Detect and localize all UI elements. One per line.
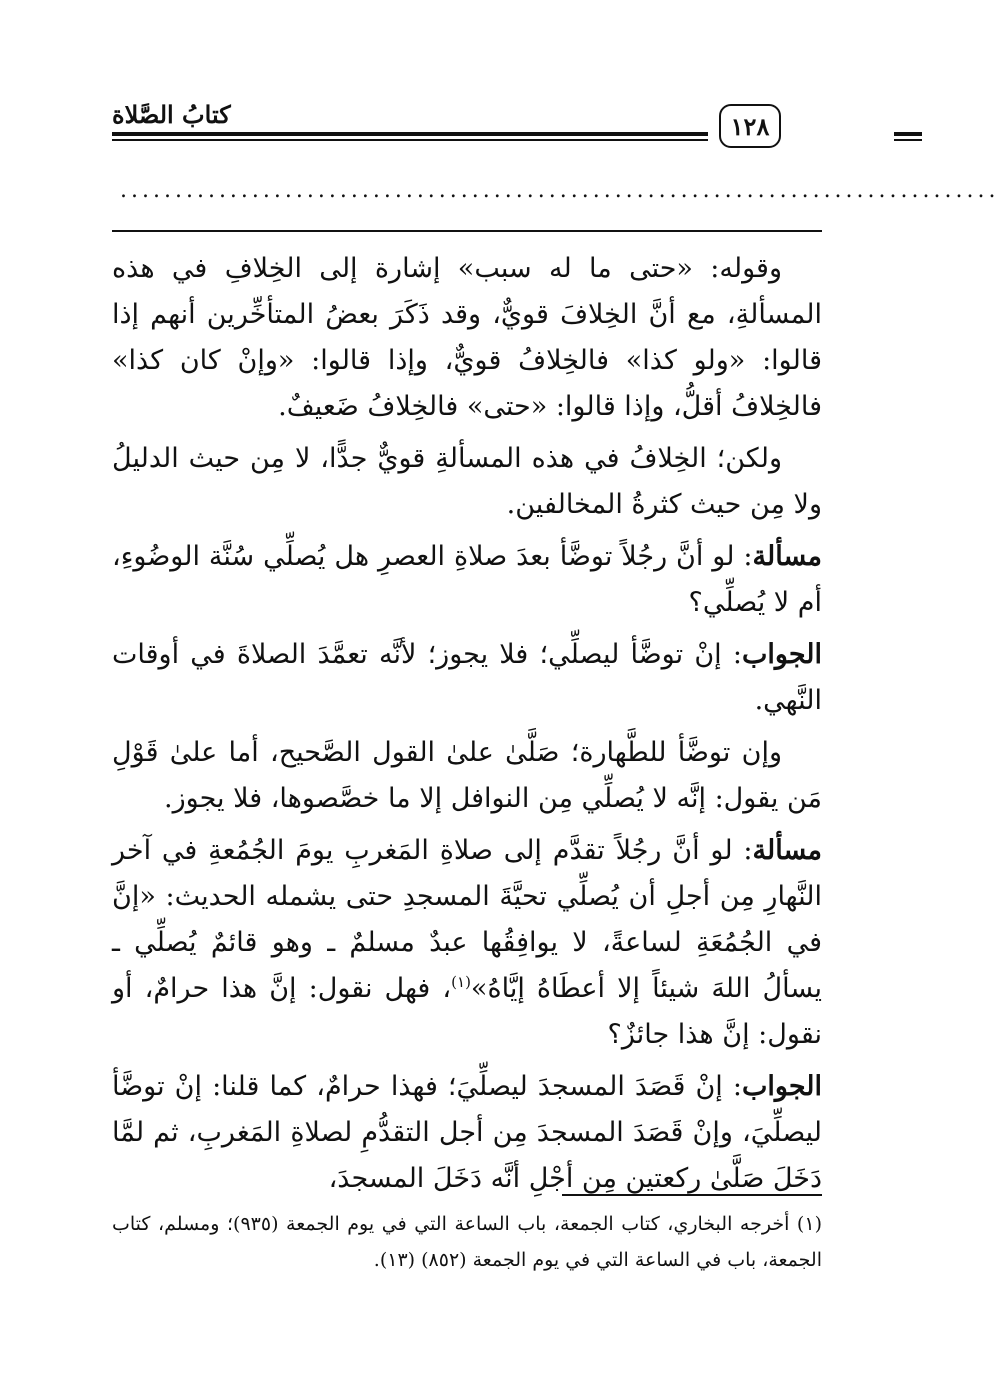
paragraph: ولكن؛ الخِلافُ في هذه المسألةِ قويٌّ جدًّا، لا مِن حيث الدليلُ ولا مِن حيث كثرةُ المخالفين. xyxy=(112,443,822,520)
page-number: ١٢٨ xyxy=(719,104,781,148)
book-title: كتابُ الصَّلاة xyxy=(112,100,231,129)
header-rule-right xyxy=(894,132,922,141)
paragraph xyxy=(112,632,822,724)
question-label: مسألة xyxy=(752,541,822,572)
paragraph xyxy=(112,534,822,626)
paragraph xyxy=(112,828,822,1058)
question-text: ، فهل نقول: إنَّ هذا حرامٌ، أو نقول: إنَّ هذا جائزٌ؟ xyxy=(112,973,822,1050)
separator-line xyxy=(112,230,822,232)
dotted-separator: ................................................................................ xyxy=(120,178,999,203)
paragraph xyxy=(112,1064,822,1202)
main-text xyxy=(112,246,822,1208)
answer-text: : إنْ قَصَدَ المسجدَ ليصلِّيَ؛ فهذا حرامٌ، كما قلنا: إنْ توضَّأ ليصلِّيَ، وإنْ قَصَدَ المسجدَ مِن أجل التقدُّمِ لصلاةِ المَغربِ، ثم لمَّا دَخَلَ صَلَّىٰ ركعتين مِن أجْلِ أنَّه دَخَلَ المسجدَ، xyxy=(112,1071,822,1194)
question-text: : لو أنَّ رجُلاً تقدَّم إلى صلاةِ المَغربِ يومَ الجُمُعةِ في آخر النَّهارِ مِن أجلِ أن يُصلِّي تحيَّةَ المسجدِ حتى يشمله الحديث: «إنَّ في الجُمُعَةِ لساعةً، لا يوافِقُها عبدٌ مسلمٌ ـ وهو قائمٌ يُصلِّي ـ يسألُ اللهَ شيئاً إلا أعطَاهُ إيَّاهُ» xyxy=(112,835,822,1004)
footnote-reference[interactable]: (١) xyxy=(451,973,471,991)
answer-label: الجواب xyxy=(741,639,822,670)
footnote-separator xyxy=(562,1194,822,1196)
question-text: : لو أنَّ رجُلاً توضَّأ بعدَ صلاةِ العصرِ هل يُصلِّي سُنَّة الوضُوءِ، أم لا يُصلِّي؟ xyxy=(112,541,822,618)
page-header xyxy=(112,96,822,156)
header-rule-left xyxy=(112,132,708,141)
footnotes xyxy=(112,1206,822,1278)
answer-label: الجواب xyxy=(741,1071,822,1102)
paragraph: وقوله: «حتى ما له سبب» إشارة إلى الخِلافِ في هذه المسألةِ، مع أنَّ الخِلافَ قويٌّ، وقد ذَكَرَ بعضُ المتأخِّرين أنهم إذا قالوا: «ولو كذا» فالخِلافُ قويٌّ، وإذا قالوا: «وإنْ كان كذا» فالخِلافُ أقلُّ، وإذا قالوا: «حتى» فالخِلافُ ضَعيفٌ. xyxy=(112,253,822,422)
paragraph: وإن توضَّأ للطَّهارة؛ صَلَّىٰ علىٰ القول الصَّحيح، أما علىٰ قَوْلِ مَن يقول: إنَّه لا يُصلِّي مِن النوافل إلا ما خصَّصوها، فلا يجوز. xyxy=(112,737,822,814)
answer-text: : إنْ توضَّأ ليصلِّي؛ فلا يجوز؛ لأنَّه تعمَّدَ الصلاةَ في أوقات النَّهي. xyxy=(112,639,822,716)
question-label: مسألة xyxy=(752,835,822,866)
footnote: (١) أخرجه البخاري، كتاب الجمعة، باب الساعة التي في يوم الجمعة (٩٣٥)؛ ومسلم، كتاب الجمعة، باب في الساعة التي في يوم الجمعة (٨٥٢) (١٣). xyxy=(112,1213,822,1271)
